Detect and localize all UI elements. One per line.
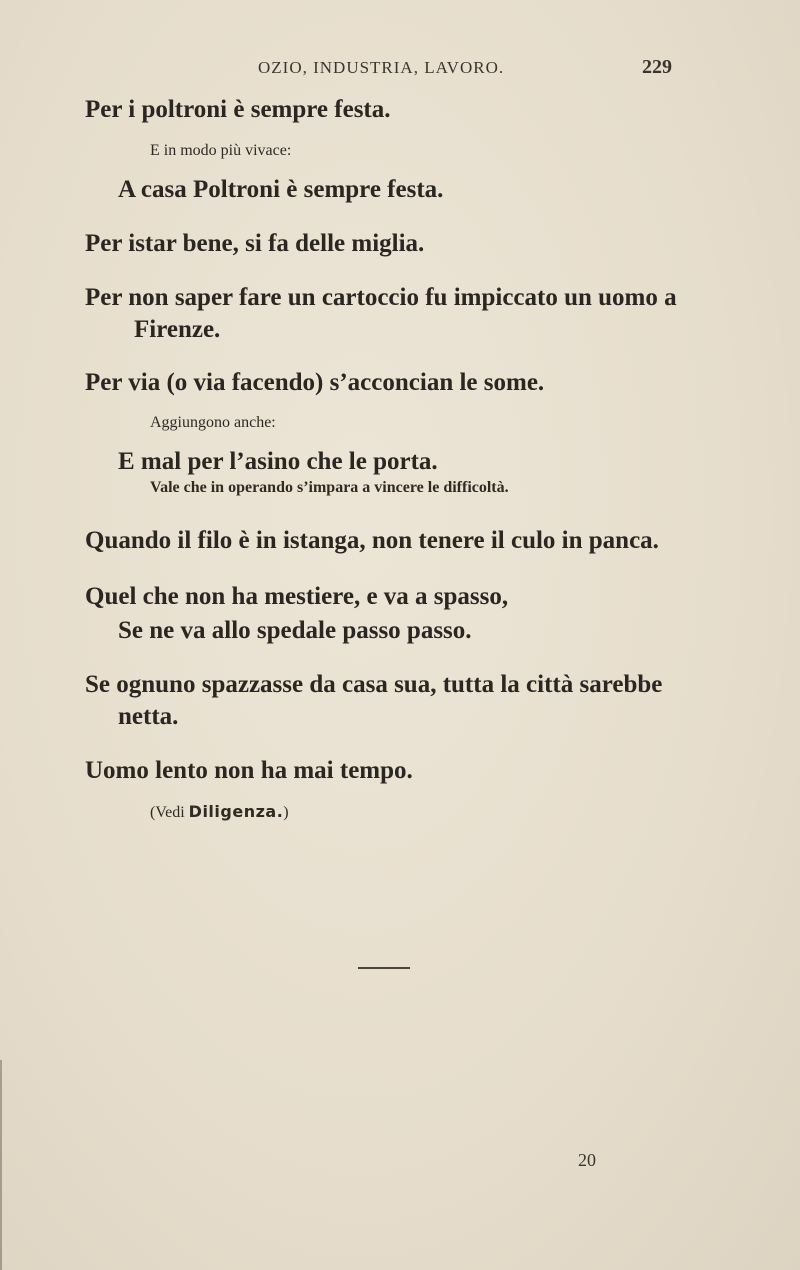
signature-mark: 20: [578, 1150, 596, 1170]
proverb-line: E mal per l’asino che le porta.: [118, 448, 438, 475]
proverb-line-continued: Firenze.: [134, 316, 221, 343]
note-line: Aggiungono anche:: [150, 414, 276, 431]
cross-reference-term: Diligenza.: [188, 802, 284, 821]
proverb-line: Per non saper fare un cartoccio fu impiccato un uomo a: [85, 284, 677, 311]
page-number: 229: [642, 56, 672, 78]
proverb-line: Quel che non ha mestiere, e va a spasso,: [85, 583, 509, 610]
cross-reference: [150, 802, 289, 822]
running-header: OZIO, INDUSTRIA, LAVORO.: [258, 58, 505, 77]
proverb-line: A casa Poltroni è sempre festa.: [118, 176, 444, 203]
cross-reference-prefix: (Vedi: [150, 804, 185, 821]
binding-edge: [0, 1060, 8, 1270]
explanation-line: Vale che in operando s’impara a vincere le difficoltà.: [150, 479, 509, 496]
cross-reference-suffix: ): [283, 804, 289, 821]
proverb-line: Per via (o via facendo) s’acconcian le some.: [85, 369, 545, 396]
proverb-line-continued: Se ne va allo spedale passo passo.: [118, 617, 472, 644]
proverb-line: Per i poltroni è sempre festa.: [85, 96, 391, 123]
proverb-line: Se ognuno spazzasse da casa sua, tutta la città sarebbe: [85, 671, 663, 698]
proverb-line: Per istar bene, si fa delle miglia.: [85, 230, 425, 257]
proverb-line: Quando il filo è in istanga, non tenere il culo in panca.: [85, 527, 659, 554]
note-line: E in modo più vivace:: [150, 142, 292, 159]
proverb-line-continued: netta.: [118, 703, 179, 730]
section-rule: [358, 967, 410, 969]
proverb-line: Uomo lento non ha mai tempo.: [85, 757, 413, 784]
